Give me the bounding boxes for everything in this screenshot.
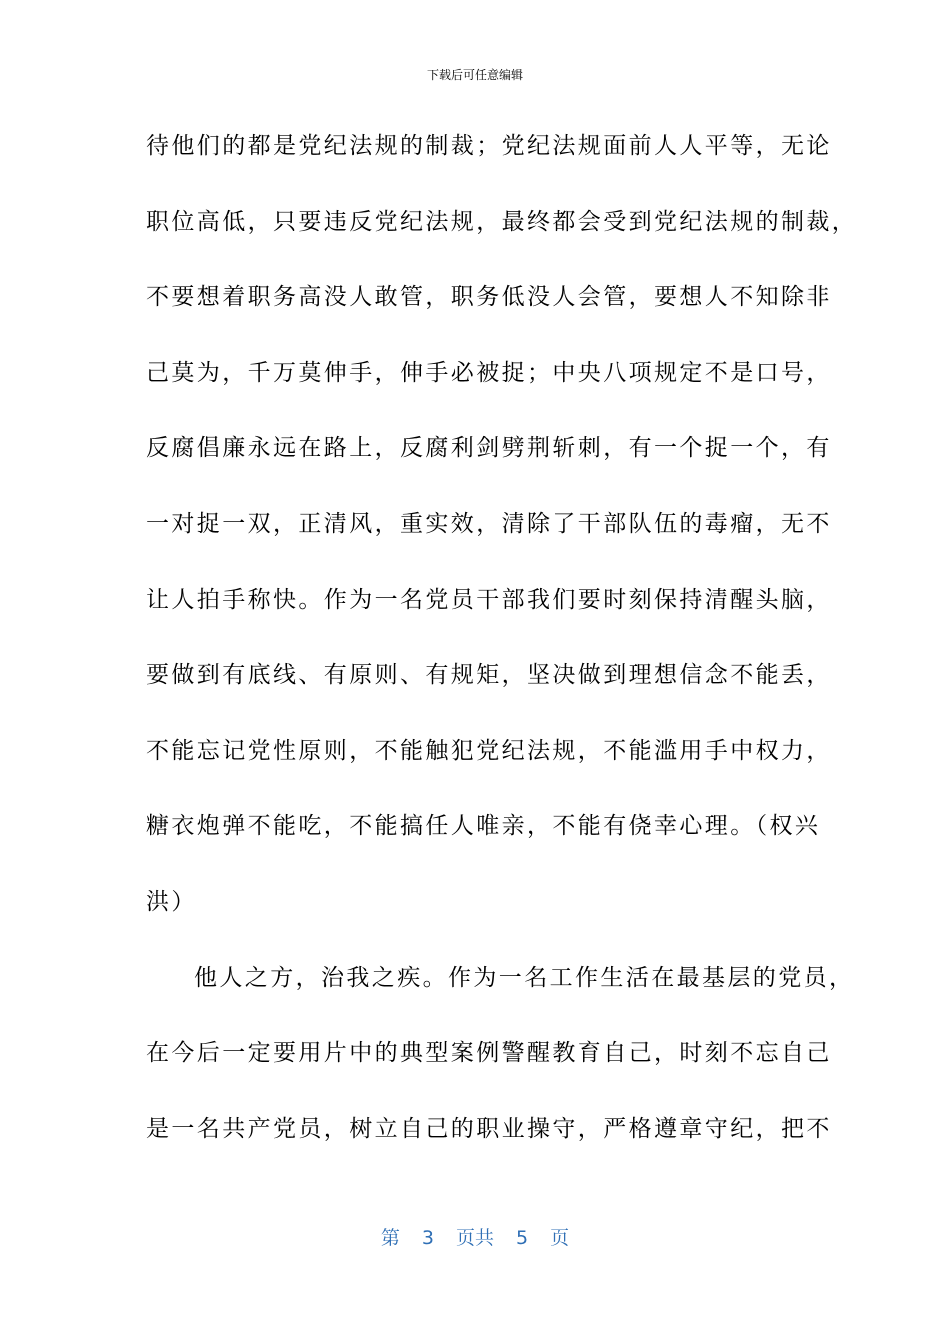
text-line: 洪）: [146, 888, 197, 915]
text-line: 己莫为，千万莫伸手，伸手必被捉；中央八项规定不是口号，: [146, 359, 832, 386]
text-line: 让人拍手称快。作为一名党员干部我们要时刻保持清醒头脑，: [146, 586, 832, 613]
text-line: 反腐倡廉永远在路上，反腐利剑劈荆斩刺，有一个捉一个，有: [146, 435, 832, 462]
text-line: 在今后一定要用片中的典型案例警醒教育自己，时刻不忘自己: [146, 1040, 832, 1067]
text-line: 待他们的都是党纪法规的制裁；党纪法规面前人人平等，无论: [146, 133, 832, 159]
footer-suffix: 页: [550, 1227, 570, 1249]
total-pages-number: 5: [516, 1227, 529, 1249]
text-line: 一对捉一双，正清风，重实效，清除了干部队伍的毒瘤，无不: [146, 510, 832, 537]
page-header: 下载后可任意编辑: [426, 68, 523, 82]
paragraph-start-line: 他人之方，治我之疾。作为一名工作生活在最基层的党员，: [194, 964, 855, 991]
current-page-number: 3: [421, 1227, 434, 1249]
document-body: [146, 124, 858, 1182]
footer-middle: 页共: [455, 1227, 494, 1249]
text-line: 糖衣炮弹不能吃，不能搞任人唯亲，不能有侥幸心理。（权兴: [146, 813, 821, 840]
text-line: 要做到有底线、有原则、有规矩，坚决做到理想信念不能丢，: [146, 662, 832, 689]
text-line: 不要想着职务高没人敢管，职务低没人会管，要想人不知除非: [146, 284, 832, 311]
text-line: 不能忘记党性原则，不能触犯党纪法规，不能滥用手中权力，: [146, 737, 832, 764]
text-line: 职位高低，只要违反党纪法规，最终都会受到党纪法规的制裁，: [146, 208, 858, 235]
page-number-footer: [0, 1226, 950, 1250]
footer-prefix: 第: [380, 1227, 400, 1249]
text-line: 是一名共产党员，树立自己的职业操守，严格遵章守纪，把不: [146, 1115, 832, 1142]
